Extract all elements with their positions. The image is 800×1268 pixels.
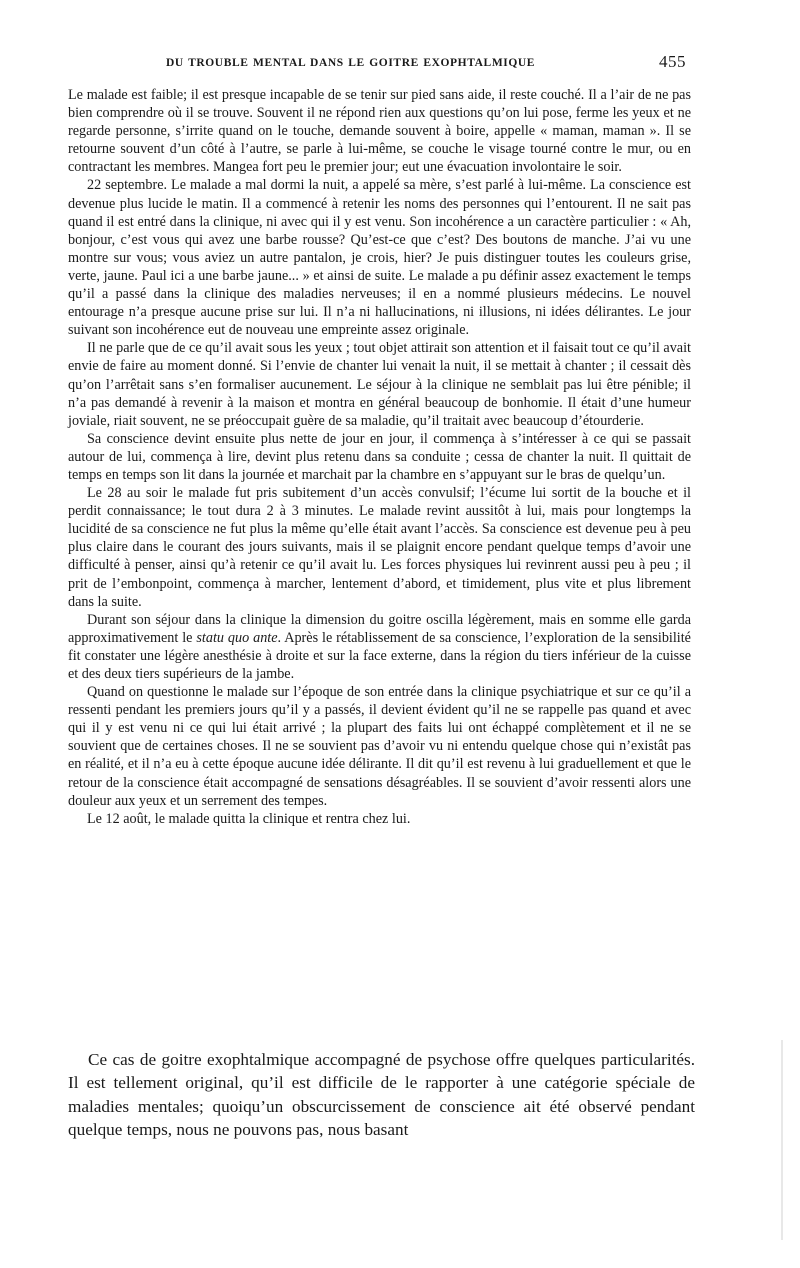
text-segment: . Après le rétablissement de sa conscience, l’exploration de la sensibilité fit constater une légère anesthésie à droite et sur la face externe, dans la région du tiers inférieur de la cuisse et des deux tiers supérieurs de la jambe. — [68, 629, 691, 682]
scan-edge-mark — [781, 1040, 783, 1240]
text-segment: Durant son séjour dans la clinique la dimension du goitre oscilla légèrement, mais en somme elle garda approximativement le — [68, 611, 691, 646]
paragraph-discussion: Ce cas de goitre exophtalmique accompagné de psychose offre quelques particularités. Il est tellement original, qu’il est difficile de le rapporter à une catégorie spéciale de maladies mentales; quoiqu’un obscurcissement de conscience ait été observé pendant quelque temps, nous ne pouvons pas, nous basant — [68, 1050, 695, 1140]
paragraph-behaviour: Il ne parle que de ce qu’il avait sous les yeux ; tout objet attirait son attention et il faisait tout ce qu’il avait envie de faire au moment donné. Si l’envie de chanter lui venait la nuit, il se mettait à chanter ; il cessait dès qu’on l’arrêtait sans s’en formaliser aucunement. Le séjour à la clinique ne semblait pas lui être pénible; il n’a pas demandé à revenir à la maison et montra en général beaucoup de bonhomie. Il était d’une humeur joviale, riait souvent, ne se préoccupait guère de sa maladie, qu’il traitait avec beaucoup d’étourderie. — [68, 340, 691, 429]
paragraph-convulsive-attack: Le 28 au soir le malade fut pris subitement d’un accès convulsif; l’écume lui sortit de la bouche et il perdit connaissance; le tout dura 2 à 3 minutes. Le malade revint aussitôt à lui, mais pour longtemps la lucidité de sa conscience ne fut plus la même qu’elle était avant l’accès. Sa conscience est devenue peu à peu plus claire dans le courant des jours suivants, mais il se plaignit encore pendant quelque temps d’avoir une difficulté à penser, ainsi qu’à retenir ce qu’il avait lu. Les forces physiques lui revinrent aussi peu à peu ; il prit de l’embonpoint, commença à marcher, lentement d’abord, et timidement, plus vite et plus librement dans la suite. — [68, 485, 691, 610]
latin-phrase: statu quo ante — [196, 629, 278, 646]
paragraph-memory-questioning: Quand on questionne le malade sur l’époque de son entrée dans la clinique psychiatrique et sur ce qu’il a ressenti pendant les premiers jours qu’il y a passés, il devient évident qu’il ne se rappelle pas quand et avec qui il y est venu ni ce qui lui était arrivé ; la plupart des faits lui ont échappé complètement et il ne se souvient que de certaines choses. Il ne se souvient pas d’avoir vu ni entendu quelque chose qui n’existât pas en réalité, et il n’a eu à cette époque aucune idée délirante. Il dit qu’il est revenu à lui graduellement et que le retour de la conscience était accompagné de sensations désagréables. Il se souvient d’avoir ressenti alors une douleur aux yeux et un serrement des tempes. — [68, 684, 691, 809]
page-number: 455 — [659, 52, 686, 71]
paragraph-discharge: Le 12 août, le malade quitta la clinique et rentra chez lui. — [87, 810, 411, 827]
paragraph-patient-weakness: Le malade est faible; il est presque incapable de se tenir sur pied sans aide, il reste couché. Il a l’air de ne pas bien comprendre où il se trouve. Souvent il ne répond rien aux questions qu’on lui pose, ferme les yeux et ne regarde personne, s’irrite quand on le touche, demande souvent à boire, appelle « maman, maman ». Il se retourne souvent d’un côté à l’autre, se parle à lui-même, se couche le visage tourné contre le mur, ou en contractant les membres. Mangea fort peu le premier jour; eut une évacuation involontaire le soir. — [68, 87, 691, 176]
paragraph-22-september: 22 septembre. Le malade a mal dormi la nuit, a appelé sa mère, s’est parlé à lui-même. La conscience est devenue plus lucide le matin. Il a commencé à retenir les noms des personnes qui l’entourent. Il ne sait pas quand il est entré dans la clinique, ni avec qui il y est venu. Son incohérence a un caractère particulier : « Ah, bonjour, c’est vous qui avez une barbe rousse? Qu’est-ce que c’est? Des boutons de manche. J’ai vu une montre sur vous; vous aviez un autre pantalon, je crois, hier? Je puis distinguer toutes les couleurs grise, verte, jaune. Paul ici a une barbe jaune... » et ainsi de suite. Le malade a pu définir assez exactement le temps qu’il a passé dans la clinique des maladies nerveuses; il en a nommé plusieurs médecins. Le nouvel entourage n’a presque aucune prise sur lui. Il n’a ni hallucinations, ni illusions, ni idées délirantes. Le jour suivant son incohérence eut de nouveau une empreinte assez originale. — [68, 177, 691, 339]
running-head — [68, 52, 686, 74]
discussion-text — [68, 1048, 695, 1142]
running-title: DU TROUBLE MENTAL DANS LE GOITRE EXOPHTALMIQUE — [166, 57, 536, 69]
case-report-text — [68, 86, 691, 828]
paragraph-goitre-dimension — [68, 611, 691, 683]
paragraph-conscience-recovery: Sa conscience devint ensuite plus nette de jour en jour, il commença à s’intéresser à ce qui se passait autour de lui, commença à lire, devint plus retenu dans sa conduite ; cessa de chanter la nuit. Il quittait de temps en temps son lit dans la journée et marchait par la chambre en s’appuyant sur le bras de quelqu’un. — [68, 430, 691, 483]
